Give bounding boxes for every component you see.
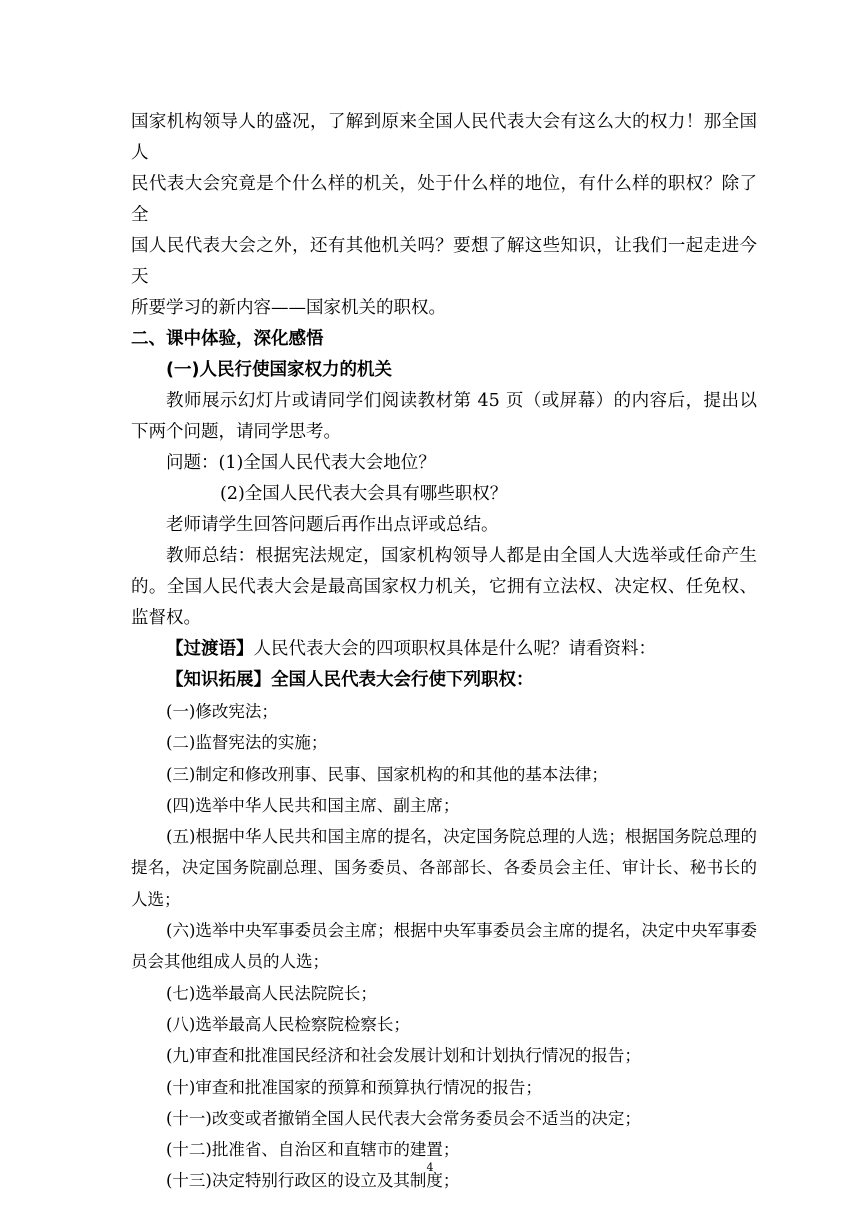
teacher-ask-paragraph: 老师请学生回答问题后再作出点评或总结。: [166, 515, 499, 535]
knowledge-heading: [131, 665, 757, 696]
power-item: (十)审查和批准国家的预算和预算执行情况的报告；: [166, 1077, 542, 1097]
power-item: (九)审查和批准国民经济和社会发展计划和计划执行情况的报告；: [166, 1046, 641, 1066]
power-item: (十一)改变或者撤销全国人民代表大会常务委员会不适当的决定；: [166, 1108, 641, 1128]
section-heading: 二、课中体验，深化感悟: [131, 329, 324, 349]
question-2: (2)全国人民代表大会具有哪些职权？: [220, 484, 508, 504]
power-item: (十二)批准省、自治区和直辖市的建置；: [166, 1140, 460, 1160]
intro-line: 民代表大会究竟是个什么样的机关，处于什么样的地位，有什么样的职权？除了全: [131, 174, 757, 225]
power-item: (八)选举最高人民检察院检察长；: [166, 1014, 410, 1034]
subsection-heading: (一)人民行使国家权力的机关: [166, 360, 392, 380]
powers-list: [131, 696, 757, 1197]
power-item: (十三)决定特别行政区的设立及其制度；: [166, 1171, 460, 1191]
intro-line: 所要学习的新内容——国家机关的职权。: [131, 298, 446, 318]
knowledge-text: 全国人民代表大会行使下列职权：: [271, 670, 534, 690]
page-content: [131, 107, 757, 1197]
knowledge-tag: 【知识拓展】: [166, 670, 271, 690]
power-item: (五)根据中华人民共和国主席的提名，决定国务院总理的人选；根据国务院总理的提名，决定国务院副总理、国务委员、各部部长、各委员会主任、审计长、秘书长的人选；: [131, 827, 757, 909]
transition-text: 人民代表大会的四项职权具体是什么呢？请看资料：: [253, 639, 656, 659]
intro-line: 国家机构领导人的盛况，了解到原来全国人民代表大会有这么大的权力！那全国人: [131, 112, 757, 163]
teacher-summary-paragraph: 教师总结：根据宪法规定，国家机构领导人都是由全国人大选举或任命产生的。全国人民代表大会是最高国家权力机关，它拥有立法权、决定权、任免权、监督权。: [131, 546, 757, 628]
transition-paragraph: [131, 634, 757, 665]
intro-line: 国人民代表大会之外，还有其他机关吗？要想了解这些知识，让我们一起走进今天: [131, 236, 757, 287]
power-item: (四)选举中华人民共和国主席、副主席；: [166, 795, 460, 815]
teacher-show-paragraph: 教师展示幻灯片或请同学们阅读教材第 45 页（或屏幕）的内容后，提出以下两个问题，请同学思考。: [131, 391, 757, 442]
transition-tag: 【过渡语】: [166, 639, 254, 659]
power-item: (二)监督宪法的实施；: [166, 733, 328, 753]
page-number: 4: [426, 1161, 434, 1174]
power-item: (三)制定和修改刑事、民事、国家机构的和其他的基本法律；: [166, 764, 608, 784]
power-item: (一)修改宪法；: [166, 702, 278, 721]
power-item: (六)选举中央军事委员会主席；根据中央军事委员会主席的提名，决定中央军事委员会其他组成人员的人选；: [131, 921, 757, 972]
power-item: (七)选举最高人民法院院长；: [166, 983, 377, 1003]
question-1: 问题：(1)全国人民代表大会地位？: [166, 453, 436, 473]
